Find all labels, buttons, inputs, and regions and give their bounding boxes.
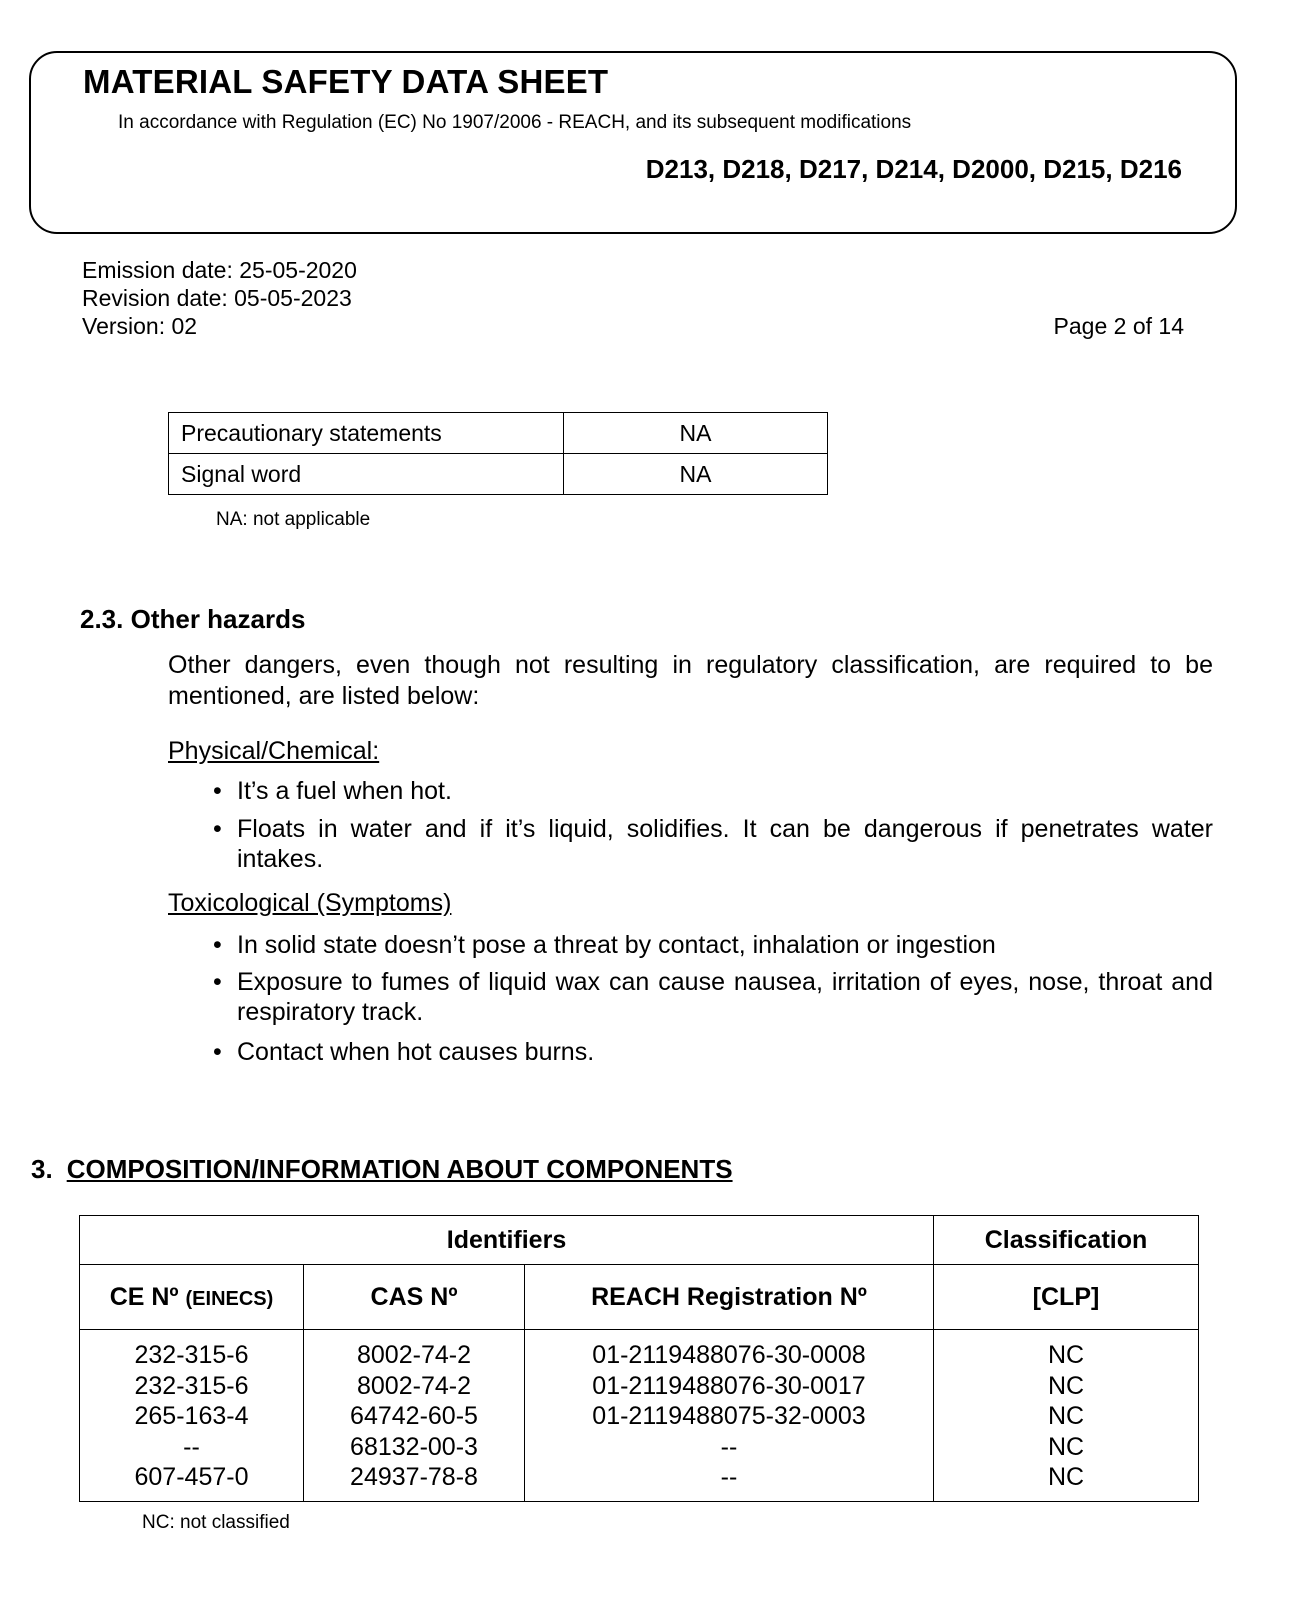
physical-chemical-heading: Physical/Chemical: [168,737,380,765]
table-cell: NC [1047,1341,1085,1369]
bullet-icon: • [213,1038,222,1066]
table-cell-value: NA [564,413,828,454]
table-cell: 8002-74-2 [357,1341,471,1369]
bullet-icon: • [213,968,222,996]
table-cell: 64742-60-5 [350,1402,478,1430]
revision-date: Revision date: 05-05-2023 [82,285,352,311]
list-item-text: It’s a fuel when hot. [237,777,452,805]
list-item [213,1037,1213,1067]
header-cas-number: CAS Nº [304,1265,525,1330]
table-cell: NC [1047,1432,1085,1461]
section-number: 3. [31,1154,53,1184]
toxicological-hazards-list [213,930,1213,1067]
column-clp [934,1330,1199,1502]
table-header-row [80,1216,1199,1265]
table-header-row [80,1265,1199,1330]
table-cell: 01-2119488076-30-0017 [592,1371,866,1400]
bullet-icon: • [213,777,222,805]
header-ce-sublabel: (EINECS) [185,1287,274,1310]
list-item-text: Exposure to fumes of liquid wax can cause nausea, irritation of eyes, nose, throat and respiratory track. [237,968,1213,1026]
header-classification: Classification [934,1216,1199,1265]
list-item-text: Floats in water and if it’s liquid, solidifies. It can be dangerous if penetrates water intakes. [237,815,1213,873]
table-cell-value: NA [564,454,828,495]
list-item [213,776,1213,806]
table-cell: 265-163-4 [134,1402,249,1430]
table-cell-label: Signal word [169,454,564,495]
version: Version: 02 [82,313,198,339]
header-identifiers: Identifiers [80,1216,934,1265]
column-ce [80,1330,304,1502]
table-cell: 24937-78-8 [350,1463,478,1491]
column-cas [304,1330,525,1502]
document-title: MATERIAL SAFETY DATA SHEET [83,63,609,100]
table-cell: NC [1047,1371,1085,1400]
table-row [169,413,828,454]
table-cell: 01-2119488076-30-0008 [592,1341,866,1369]
section-heading-composition [31,1154,733,1185]
section-heading-other-hazards: 2.3. Other hazards [80,604,306,634]
list-item [213,967,1213,1027]
column-reach [525,1330,934,1502]
document-header [29,51,1237,234]
na-footnote: NA: not applicable [216,509,371,530]
toxicological-heading: Toxicological (Symptoms) [168,889,452,917]
document-meta [82,256,357,340]
table-cell: 232-315-6 [134,1371,249,1400]
section-title: COMPOSITION/INFORMATION ABOUT COMPONENTS [66,1154,733,1184]
list-item-text: In solid state doesn’t pose a threat by contact, inhalation or ingestion [237,931,996,959]
table-row [169,454,828,495]
product-codes: D213, D218, D217, D214, D2000, D215, D216 [645,154,1182,184]
header-reach-number: REACH Registration Nº [525,1265,934,1330]
composition-table [79,1215,1199,1502]
list-item-text: Contact when hot causes burns. [237,1038,595,1066]
bullet-icon: • [213,815,222,843]
header-ce-label: CE Nº [109,1282,179,1311]
physical-hazards-list [213,776,1213,874]
table-cell: NC [1047,1402,1085,1430]
emission-date: Emission date: 25-05-2020 [82,257,357,283]
table-cell: 01-2119488075-32-0003 [592,1402,866,1430]
list-item [213,814,1213,874]
label-elements-table [168,412,828,495]
header-ce-number [80,1265,304,1330]
list-item [213,930,1213,960]
page-number: Page 2 of 14 [1053,313,1184,339]
table-cell: -- [183,1432,200,1461]
header-clp: [CLP] [934,1265,1199,1330]
table-cell: -- [720,1432,738,1461]
document-subtitle: In accordance with Regulation (EC) No 1907/2006 - REACH, and its subsequent modifications [118,112,912,133]
table-cell: NC [1047,1463,1085,1491]
table-cell: 232-315-6 [134,1341,249,1369]
table-cell: 8002-74-2 [357,1371,471,1400]
table-body-row [80,1330,1199,1502]
table-cell-label: Precautionary statements [169,413,564,454]
table-cell: -- [720,1463,738,1491]
table-cell: 68132-00-3 [350,1432,478,1461]
nc-footnote: NC: not classified [142,1512,290,1533]
other-hazards-intro: Other dangers, even though not resulting in regulatory classification, are required to be mentioned, are listed below: [168,651,1213,710]
bullet-icon: • [213,931,222,959]
table-cell: 607-457-0 [134,1463,249,1491]
